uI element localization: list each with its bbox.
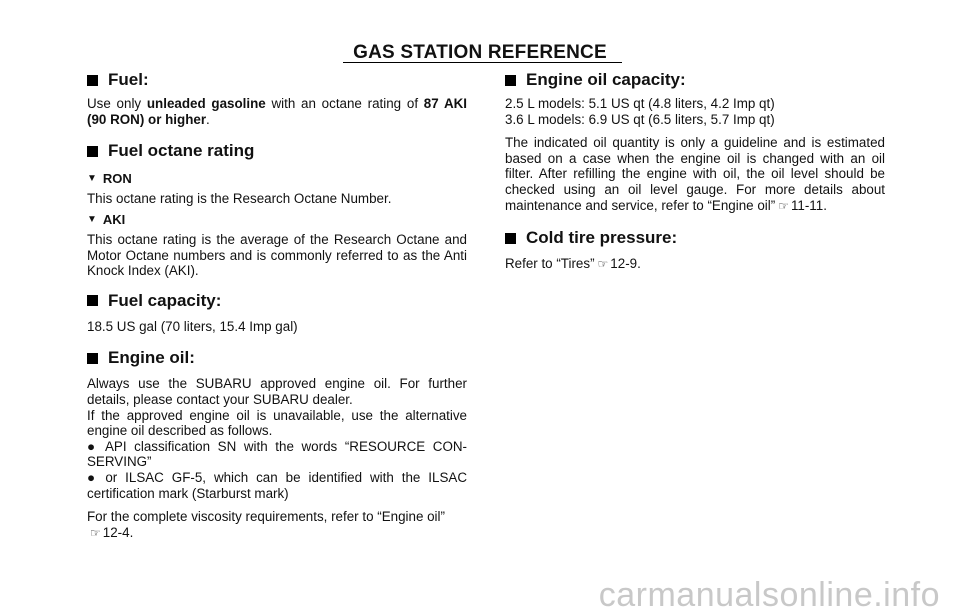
capacity-text: 18.5 US gal (70 liters, 15.4 Imp gal)	[87, 318, 298, 334]
reference-icon: ☞	[90, 525, 101, 540]
reference-page-link[interactable]: 11-11.	[790, 197, 827, 213]
engine-oil-bullet2	[87, 470, 467, 501]
engine-oil-para2: If the approved engine oil is unavailable, use the alternative engine oil described as follows.	[87, 407, 467, 439]
section-oil-capacity-heading	[505, 70, 885, 90]
heading-text: Engine oil:	[108, 348, 195, 368]
aki-subheading	[87, 212, 467, 228]
ron-text: This octane rating is the Research Octane Number.	[87, 190, 392, 206]
reference-page-link[interactable]: 12-9.	[610, 256, 641, 272]
right-column	[505, 70, 885, 273]
aki-label: AKI	[102, 212, 126, 228]
para3-text: For the complete viscosity requirements, refer to “Engine oil”	[87, 509, 445, 525]
bullet-dot-icon: ●	[87, 438, 99, 454]
square-bullet-icon	[505, 75, 516, 86]
square-bullet-icon	[87, 295, 98, 306]
reference-page-link[interactable]: 12-4.	[102, 524, 134, 540]
watermark: carmanualsonline.info	[598, 576, 940, 614]
heading-text: Cold tire pressure:	[526, 228, 678, 248]
engine-oil-bullet1	[87, 439, 467, 470]
section-capacity-heading	[87, 291, 467, 311]
heading-text: Fuel:	[108, 70, 149, 89]
square-bullet-icon	[87, 353, 98, 364]
left-column	[87, 70, 467, 541]
heading-text: Engine oil capacity:	[526, 70, 686, 89]
page-title: GAS STATION REFERENCE	[353, 42, 607, 63]
square-bullet-icon	[87, 146, 98, 157]
heading-text: Fuel capacity:	[108, 290, 222, 310]
tire-text-body: Refer to “Tires”	[505, 256, 595, 272]
engine-oil-para3	[87, 509, 467, 541]
fuel-text	[87, 96, 467, 127]
oil-capacity-para-text: The indicated oil quantity is only a guideline and is estimated based on a case when the engine oil is changed with an oil filter. After refilling the engine with oil, the oil level should be checked using an oil level gauge. For more details about maintenance and service, refer to “Engine oil”	[505, 135, 885, 213]
reference-icon: ☞	[778, 198, 789, 213]
oil-capacity-para	[505, 135, 885, 214]
reference-icon: ☞	[597, 257, 609, 272]
fuel-bold-gasoline: unleaded gasoline	[146, 96, 266, 111]
square-bullet-icon	[87, 75, 98, 86]
ron-subheading	[87, 171, 467, 187]
oil-capacity-line1: 2.5 L models: 5.1 US qt (4.8 liters, 4.2 Imp qt)	[505, 96, 775, 111]
title-underline	[343, 62, 622, 63]
fuel-bold-octane: 87 AKI (90 RON) or higher	[87, 96, 468, 127]
triangle-down-icon: ▼	[87, 214, 97, 226]
square-bullet-icon	[505, 233, 516, 244]
ron-label: RON	[102, 171, 132, 187]
oil-capacity-line2: 3.6 L models: 6.9 US qt (6.5 liters, 5.7 Imp qt)	[505, 111, 775, 127]
bullet-dot-icon: ●	[87, 469, 100, 485]
aki-text: This octane rating is the average of the Research Octane and Motor Octane numbers and is commonly referred to as the Anti Knock Index (AKI).	[87, 231, 467, 279]
fuel-text-2: with an octane rating of	[265, 96, 424, 111]
section-engine-oil-heading	[87, 348, 467, 368]
bullet2-text: or ILSAC GF-5, which can be identified with the ILSAC certification mark (Starburst mark)	[87, 469, 468, 501]
bullet1-text: API classification SN with the words “RESOURCE CON-SERVING”	[87, 438, 468, 470]
section-fuel-heading	[87, 70, 467, 90]
fuel-text-3: .	[206, 111, 210, 127]
fuel-text-1: Use only	[87, 96, 147, 111]
section-octane-heading	[87, 141, 467, 161]
tire-text	[505, 256, 885, 273]
heading-text: Fuel octane rating	[108, 141, 255, 161]
triangle-down-icon: ▼	[87, 173, 97, 185]
section-tire-heading	[505, 228, 885, 248]
engine-oil-para1: Always use the SUBARU approved engine oil. For further details, please contact your SUBARU dealer.	[87, 376, 467, 407]
